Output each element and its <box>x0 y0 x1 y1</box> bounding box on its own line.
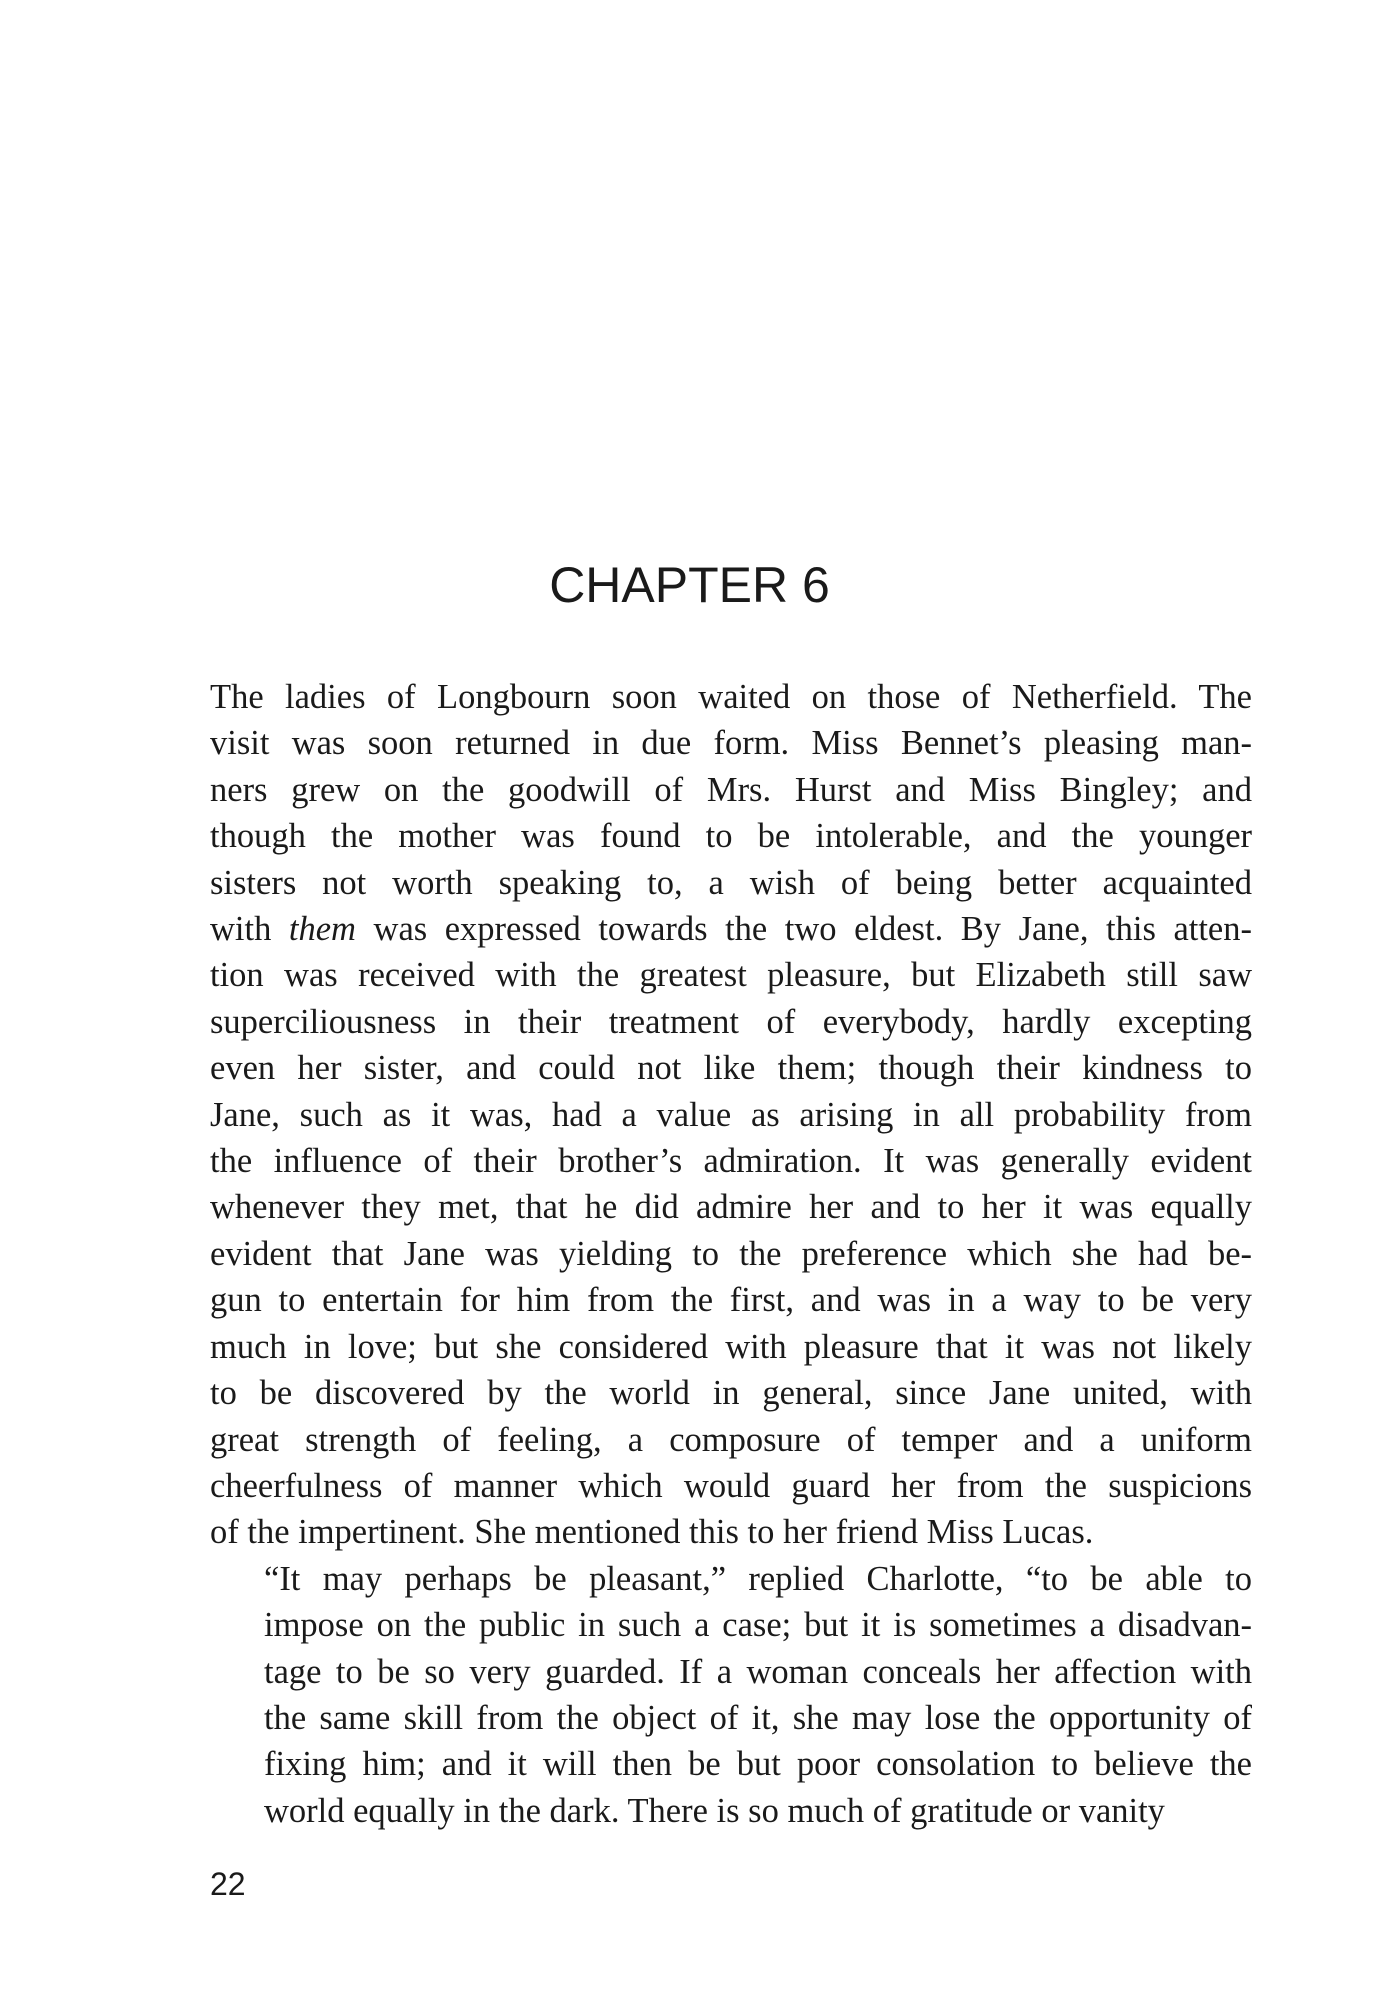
text-line: with them was expressed towards the two eldest. By Jane, this atten- <box>210 910 1252 949</box>
text-line: much in love; but she considered with pleasure that it was not likely <box>210 1327 1252 1366</box>
text-line: fixing him; and it will then be but poor consolation to believe the <box>264 1745 1252 1784</box>
text-line: gun to entertain for him from the first, and was in a way to be very <box>210 1281 1252 1320</box>
page-number: 22 <box>210 1866 246 1902</box>
paragraph <box>210 1556 1252 1834</box>
paragraph <box>210 674 1252 1556</box>
text-line: sisters not worth speaking to, a wish of being better acquainted <box>210 863 1252 902</box>
text-line: to be discovered by the world in general, since Jane united, with <box>210 1374 1252 1413</box>
text-line: tage to be so very guarded. If a woman conceals her affection with <box>264 1652 1252 1691</box>
text-line: ners grew on the goodwill of Mrs. Hurst and Miss Bingley; and <box>210 770 1252 809</box>
text-line: “It may perhaps be pleasant,” replied Charlotte, “to be able to <box>264 1559 1252 1598</box>
text-line: whenever they met, that he did admire her and to her it was equally <box>210 1188 1252 1227</box>
text-line: The ladies of Longbourn soon waited on those of Netherfield. The <box>210 678 1252 716</box>
chapter-body <box>210 674 1252 1834</box>
text-line: cheerfulness of manner which would guard her from the suspicions <box>210 1466 1252 1505</box>
text-line: though the mother was found to be intolerable, and the younger <box>210 817 1252 856</box>
text-line: of the impertinent. She mentioned this to her friend Miss Lucas. <box>210 1513 1094 1552</box>
chapter-title: CHAPTER 6 <box>549 557 830 613</box>
text-line: superciliousness in their treatment of everybody, hardly excepting <box>210 1002 1252 1041</box>
text-line: evident that Jane was yielding to the preference which she had be- <box>210 1234 1252 1273</box>
text-line: impose on the public in such a case; but it is sometimes a disadvan- <box>264 1606 1252 1645</box>
text-line: Jane, such as it was, had a value as arising in all probability from <box>210 1095 1252 1134</box>
text-line: great strength of feeling, a composure of temper and a uniform <box>210 1420 1252 1459</box>
text-line: visit was soon returned in due form. Miss Bennet’s pleasing man- <box>210 724 1252 763</box>
text-line: the influence of their brother’s admiration. It was generally evident <box>210 1142 1252 1181</box>
text-line: the same skill from the object of it, she may lose the opportunity of <box>264 1698 1252 1737</box>
text-line: world equally in the dark. There is so much of gratitude or vanity <box>264 1791 1165 1830</box>
text-line: tion was received with the greatest pleasure, but Elizabeth still saw <box>210 956 1252 995</box>
text-line: even her sister, and could not like them; though their kindness to <box>210 1049 1252 1088</box>
